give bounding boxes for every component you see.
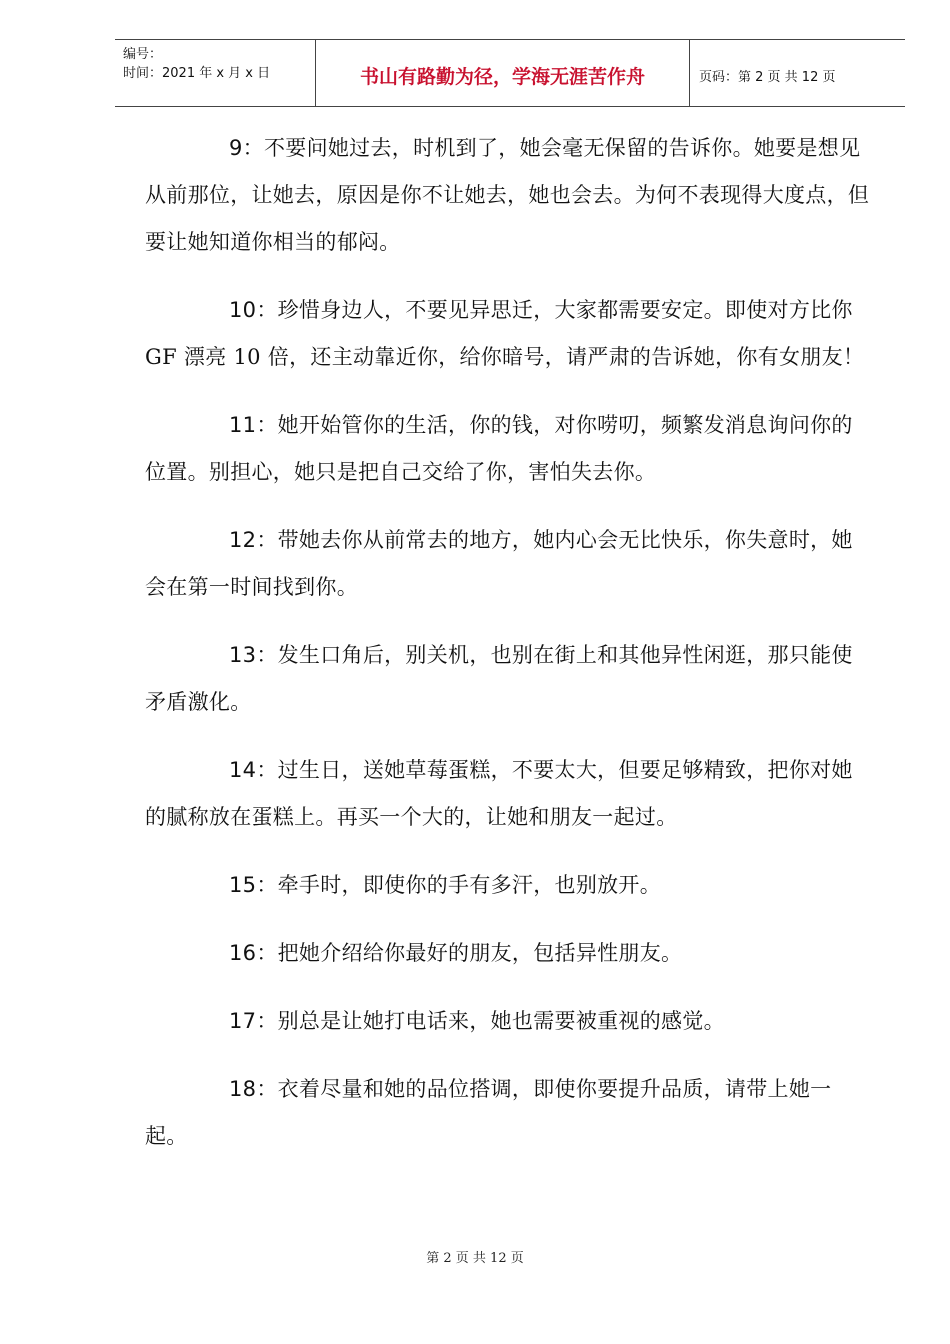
document-number-label: 编号：: [123, 47, 163, 62]
tip-number: 9: [229, 136, 243, 160]
page-footer: 第 2 页 共 12 页: [426, 1251, 524, 1266]
tip-text: ：牵手时，即使你的手有多汗，也别放开。: [256, 873, 662, 897]
header-motto-cell: [316, 40, 690, 106]
tip-number: 18: [229, 1077, 257, 1101]
header-page-code: 页码：第 2 页 共 12 页: [699, 70, 836, 85]
tip-number: 11: [229, 413, 257, 437]
tip-text: ：不要问她过去，时机到了，她会毫无保留的告诉你。她要是想见从前那位，让她去，原因是你不让她去，她也会去。为何不表现得大度点，但要让她知道你相当的郁闷。: [145, 136, 870, 254]
header-meta-cell: [115, 40, 316, 106]
tip-number: 13: [229, 643, 257, 667]
tip-text: ：把她介绍给你最好的朋友，包括异性朋友。: [256, 941, 683, 965]
tip-text: ：珍惜身边人，不要见异思迁，大家都需要安定。即使对方比你 GF 漂亮 10 倍，还主动靠近你，给你暗号，请严肃的告诉她，你有女朋友！: [145, 298, 865, 369]
document-header: [115, 39, 905, 107]
document-date-label: 时间：2021 年 x 月 x 日: [123, 66, 271, 81]
tip-paragraph: [145, 998, 870, 1045]
tip-paragraph: [145, 632, 870, 726]
header-motto: 书山有路勤为径，学海无涯苦作舟: [359, 66, 645, 88]
tip-number: 14: [229, 758, 257, 782]
tip-number: 15: [229, 873, 257, 897]
tip-paragraph: [145, 930, 870, 977]
tip-number: 16: [229, 941, 257, 965]
tip-paragraph: [145, 287, 870, 381]
document-body: [145, 125, 870, 1181]
tip-text: ：发生口角后，别关机，也别在街上和其他异性闲逛，那只能使矛盾激化。: [145, 643, 853, 714]
tip-paragraph: [145, 517, 870, 611]
tip-paragraph: [145, 747, 870, 841]
tip-text: ：她开始管你的生活，你的钱，对你唠叨，频繁发消息询问你的位置。别担心，她只是把自己交给了你，害怕失去你。: [145, 413, 853, 484]
tip-number: 12: [229, 528, 257, 552]
tip-paragraph: [145, 402, 870, 496]
header-page-cell: [690, 40, 905, 106]
tip-text: ：别总是让她打电话来，她也需要被重视的感觉。: [256, 1009, 725, 1033]
tip-paragraph: [145, 1066, 870, 1160]
tip-paragraph: [145, 862, 870, 909]
tip-text: ：过生日，送她草莓蛋糕，不要太大，但要足够精致，把你对她的腻称放在蛋糕上。再买一个大的，让她和朋友一起过。: [145, 758, 853, 829]
tip-paragraph: [145, 125, 870, 266]
tip-text: ：带她去你从前常去的地方，她内心会无比快乐，你失意时，她会在第一时间找到你。: [145, 528, 853, 599]
tip-number: 17: [229, 1009, 257, 1033]
tip-number: 10: [229, 298, 257, 322]
tip-text: ：衣着尽量和她的品位搭调，即使你要提升品质，请带上她一起。: [145, 1077, 832, 1148]
